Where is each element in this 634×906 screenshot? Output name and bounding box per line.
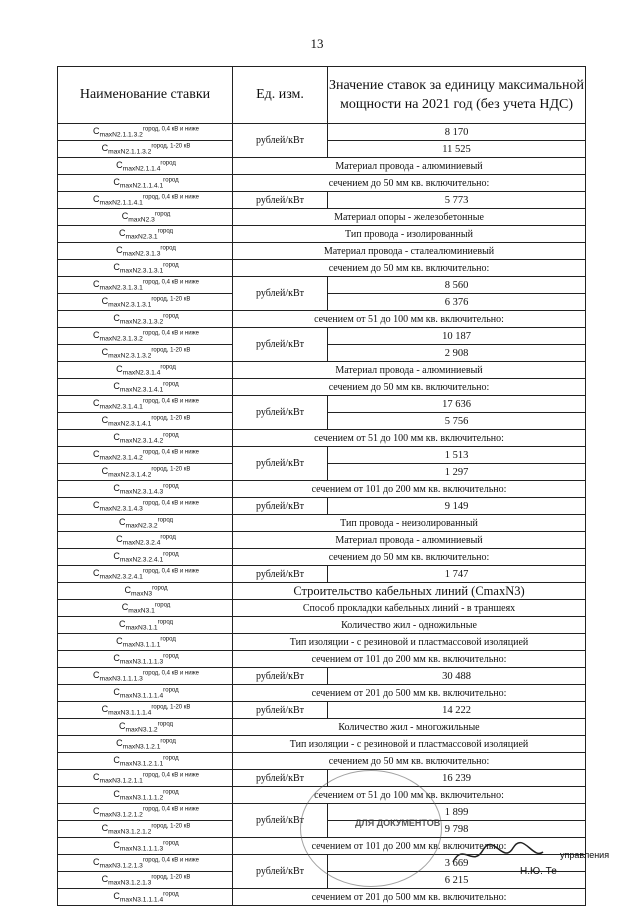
rate-code-cell: [58, 753, 233, 770]
rate-value: 30 488: [328, 668, 586, 685]
rate-code-cell: [58, 158, 233, 175]
rate-code-superscript: город: [160, 534, 176, 541]
section-row: [58, 600, 586, 617]
rate-code-letter: C: [113, 839, 120, 850]
rate-value: 3 669: [328, 855, 586, 872]
rate-code-cell: [58, 668, 233, 685]
stamp-text: ДЛЯ ДОКУМЕНТОВ: [355, 818, 441, 828]
rate-code-subscript: maxN2.1.1.4.1: [99, 199, 143, 207]
rate-code-letter: C: [101, 414, 109, 425]
rate-code-letter: C: [113, 482, 120, 493]
section-title: сечением до 50 мм кв. включительно:: [233, 379, 586, 396]
rate-code-subscript: maxN3.1.1.1.3: [99, 675, 143, 683]
rate-code-subscript: maxN3.1.2.1.3: [99, 862, 143, 870]
table-row: [58, 396, 586, 413]
rate-code-subscript: maxN2.3.1: [125, 233, 158, 241]
section-title: сечением от 51 до 100 мм кв. включительно:: [233, 430, 586, 447]
rate-code-subscript: maxN2.3.1.3.1: [119, 267, 164, 275]
section-row: [58, 311, 586, 328]
rate-code-superscript: город: [163, 551, 179, 558]
rate-code-letter: C: [93, 856, 100, 867]
rate-code-cell: [58, 838, 233, 855]
rate-code-superscript: город, 1-20 кВ: [151, 415, 191, 422]
rate-code-subscript: maxN2.3.1.4.3: [119, 488, 164, 496]
rate-code-subscript: maxN2.3.1.3.2: [119, 318, 164, 326]
section-row: [58, 889, 586, 906]
rates-table: [57, 66, 586, 906]
rate-code-superscript: город: [163, 789, 179, 796]
rate-code-cell: [58, 498, 233, 515]
rate-code-subscript: maxN2.3.1.3.2: [99, 335, 143, 343]
rate-code-subscript: maxN3.1.2.1.1: [99, 777, 143, 785]
rate-code-letter: C: [113, 686, 120, 697]
section-title: Материал провода - алюминиевый: [233, 532, 586, 549]
rate-code-superscript: город, 0,4 кВ и ниже: [142, 670, 199, 677]
rate-value: 8 170: [328, 124, 586, 141]
section-row: [58, 158, 586, 175]
rate-code-cell: [58, 447, 233, 464]
rate-code-letter: C: [113, 176, 120, 187]
rate-code-superscript: город, 0,4 кВ и ниже: [142, 126, 199, 133]
rate-code-superscript: город, 1-20 кВ: [151, 874, 191, 881]
rate-value: 16 239: [328, 770, 586, 787]
section-title: сечением от 201 до 500 мм кв. включительно:: [233, 685, 586, 702]
section-row: [58, 515, 586, 532]
section-row: [58, 736, 586, 753]
rate-code-cell: [58, 379, 233, 396]
rate-code-letter: C: [93, 193, 100, 204]
section-title: сечением от 101 до 200 мм кв. включительно:: [233, 481, 586, 498]
rate-value: 5 756: [328, 413, 586, 430]
table-row: [58, 498, 586, 515]
rate-code-subscript: maxN2.3.1.3: [122, 250, 161, 258]
rate-code-superscript: город: [163, 313, 179, 320]
section-title: Материал провода - алюминиевый: [233, 158, 586, 175]
rate-code-superscript: город: [163, 840, 179, 847]
rate-code-letter: C: [93, 771, 100, 782]
rate-code-cell: [58, 192, 233, 209]
rate-value: 9 149: [328, 498, 586, 515]
rate-value: 11 525: [328, 141, 586, 158]
rate-code-subscript: maxN3.1: [128, 607, 155, 615]
rate-code-letter: C: [116, 635, 123, 646]
rate-code-subscript: maxN2.3.1.4.1: [99, 403, 143, 411]
section-title: сечением до 50 мм кв. включительно:: [233, 753, 586, 770]
rate-code-cell: [58, 345, 233, 362]
rate-code-cell: [58, 651, 233, 668]
page-number: 13: [310, 36, 324, 51]
rate-code-letter: C: [116, 363, 123, 374]
section-title: Материал опоры - железобетонные: [233, 209, 586, 226]
rate-code-letter: C: [116, 159, 123, 170]
rate-code-superscript: город, 1-20 кВ: [151, 143, 191, 150]
rate-code-superscript: город: [152, 585, 168, 592]
rate-code-cell: [58, 294, 233, 311]
rate-code-subscript: maxN3.1.1.1.4: [108, 709, 152, 717]
section-title: сечением до 50 мм кв. включительно:: [233, 260, 586, 277]
section-row: [58, 549, 586, 566]
section-row: [58, 651, 586, 668]
rate-value: 2 908: [328, 345, 586, 362]
section-title: сечением от 51 до 100 мм кв. включительно:: [233, 311, 586, 328]
rate-code-letter: C: [93, 805, 100, 816]
rate-code-superscript: город: [163, 755, 179, 762]
rate-code-subscript: maxN3.1.2: [125, 726, 158, 734]
table-row: [58, 668, 586, 685]
section-title: Количество жил - одножильные: [233, 617, 586, 634]
rate-code-letter: C: [101, 873, 109, 884]
rate-code-cell: [58, 549, 233, 566]
unit-cell: рублей/кВт: [233, 447, 328, 481]
rate-code-cell: [58, 821, 233, 838]
table-row: [58, 702, 586, 719]
rate-code-superscript: город: [157, 721, 174, 728]
rate-code-superscript: город: [157, 517, 174, 524]
rate-code-superscript: город, 0,4 кВ и ниже: [142, 568, 199, 575]
rate-code-superscript: город, 0,4 кВ и ниже: [142, 449, 199, 456]
rate-code-letter: C: [101, 822, 109, 833]
rate-code-letter: C: [101, 465, 109, 476]
rate-value: 6 376: [328, 294, 586, 311]
table-row: [58, 277, 586, 294]
unit-cell: рублей/кВт: [233, 192, 328, 209]
rate-code-subscript: maxN3.1.1.1.4: [119, 692, 164, 700]
rate-code-subscript: maxN2.1.1.4.1: [119, 182, 164, 190]
table-header-row: [58, 67, 586, 124]
section-row: [58, 430, 586, 447]
rate-code-subscript: maxN2.3.1.4: [122, 369, 161, 377]
rate-value: 5 773: [328, 192, 586, 209]
rate-value: 10 187: [328, 328, 586, 345]
section-row: [58, 243, 586, 260]
rate-value: 14 222: [328, 702, 586, 719]
rate-code-cell: [58, 634, 233, 651]
section-row: [58, 175, 586, 192]
rate-code-cell: [58, 481, 233, 498]
rate-code-subscript: maxN3.1.2.1.2: [108, 828, 152, 836]
section-row: [58, 260, 586, 277]
rate-code-superscript: город, 0,4 кВ и ниже: [142, 398, 199, 405]
rate-code-superscript: город, 0,4 кВ и ниже: [142, 279, 199, 286]
rate-code-subscript: maxN3.1.2.1: [122, 743, 161, 751]
rate-code-superscript: город: [157, 619, 174, 626]
rate-code-letter: C: [118, 720, 126, 731]
unit-cell: рублей/кВт: [233, 277, 328, 311]
rate-code-cell: [58, 243, 233, 260]
rate-code-cell: [58, 685, 233, 702]
section-row: [58, 583, 586, 600]
section-row: [58, 209, 586, 226]
rate-code-superscript: город: [163, 891, 179, 898]
table-row: [58, 192, 586, 209]
rate-code-subscript: maxN2.3: [128, 216, 155, 224]
rate-code-cell: [58, 770, 233, 787]
rate-code-letter: C: [113, 788, 120, 799]
rate-code-cell: [58, 311, 233, 328]
table-row: [58, 566, 586, 583]
section-title: сечением от 201 до 500 мм кв. включительно:: [233, 889, 586, 906]
rate-code-superscript: город: [154, 602, 171, 609]
rate-code-superscript: город, 0,4 кВ и ниже: [142, 857, 199, 864]
unit-cell: рублей/кВт: [233, 770, 328, 787]
rate-code-letter: C: [113, 652, 120, 663]
rate-code-cell: [58, 889, 233, 906]
rate-code-subscript: maxN2.3.1.3.2: [108, 352, 152, 360]
rate-code-subscript: maxN3.1.1: [125, 624, 158, 632]
rate-code-letter: C: [113, 380, 120, 391]
rate-code-subscript: maxN3.1.1.1.3: [119, 845, 164, 853]
rate-code-subscript: maxN2.3.2.4: [122, 539, 161, 547]
rate-code-cell: [58, 430, 233, 447]
rate-code-cell: [58, 124, 233, 141]
unit-cell: рублей/кВт: [233, 702, 328, 719]
rate-code-letter: C: [113, 312, 120, 323]
rate-code-cell: [58, 277, 233, 294]
section-title: Тип провода - изолированный: [233, 226, 586, 243]
rate-code-subscript: maxN3.1.1.1.2: [119, 794, 164, 802]
rate-code-subscript: maxN2.1.1.3.2: [99, 131, 143, 139]
rate-code-letter: C: [93, 278, 100, 289]
rate-code-cell: [58, 566, 233, 583]
rate-code-superscript: город: [160, 160, 176, 167]
rate-code-subscript: maxN2.3.1.4.1: [108, 420, 152, 428]
rate-code-subscript: maxN2.1.1.4: [122, 165, 161, 173]
section-title: сечением от 51 до 100 мм кв. включительно:: [233, 787, 586, 804]
rate-code-letter: C: [118, 618, 126, 629]
rate-code-cell: [58, 175, 233, 192]
rate-code-cell: [58, 532, 233, 549]
rate-code-cell: [58, 583, 233, 600]
rate-code-cell: [58, 362, 233, 379]
rate-code-superscript: город, 1-20 кВ: [151, 466, 191, 473]
rate-code-superscript: город: [163, 262, 179, 269]
rate-code-letter: C: [113, 890, 120, 901]
rate-code-letter: C: [101, 703, 109, 714]
rate-value: 6 215: [328, 872, 586, 889]
rate-code-cell: [58, 787, 233, 804]
header-value: Значение ставок за единицу максимальной мощности на 2021 год (без учета НДС): [328, 67, 586, 124]
rate-code-subscript: maxN2.3.1.4.1: [119, 386, 164, 394]
section-row: [58, 617, 586, 634]
rate-code-superscript: город: [157, 228, 174, 235]
rate-code-letter: C: [101, 295, 109, 306]
section-row: [58, 753, 586, 770]
rate-code-letter: C: [93, 125, 100, 136]
rate-code-superscript: город: [163, 483, 179, 490]
rate-code-letter: C: [93, 448, 100, 459]
table-row: [58, 328, 586, 345]
rate-code-subscript: maxN3.1.2.1.3: [108, 879, 152, 887]
rate-code-letter: C: [93, 397, 100, 408]
table-row: [58, 124, 586, 141]
rate-code-superscript: город, 1-20 кВ: [151, 347, 191, 354]
rate-code-letter: C: [121, 601, 129, 612]
rate-code-subscript: maxN3.1.2.1.1: [119, 760, 164, 768]
rate-value: 9 798: [328, 821, 586, 838]
rate-code-letter: C: [118, 516, 126, 527]
rate-value: 1 899: [328, 804, 586, 821]
rate-code-cell: [58, 719, 233, 736]
header-unit: Ед. изм.: [233, 67, 328, 124]
rate-code-superscript: город: [163, 381, 179, 388]
section-title: сечением от 101 до 200 мм кв. включительно:: [233, 838, 586, 855]
rate-code-cell: [58, 515, 233, 532]
rate-code-subscript: maxN3.1.1.1: [122, 641, 161, 649]
signature-name: Н.Ю. Те: [520, 866, 557, 877]
rate-code-cell: [58, 804, 233, 821]
rate-code-letter: C: [121, 210, 129, 221]
section-title: Способ прокладки кабельных линий - в траншеях: [233, 600, 586, 617]
section-row: [58, 362, 586, 379]
section-title: Количество жил - многожильные: [233, 719, 586, 736]
section-row: [58, 226, 586, 243]
section-row: [58, 481, 586, 498]
rate-code-superscript: город, 1-20 кВ: [151, 704, 191, 711]
rate-code-subscript: maxN2.3.1.4.2: [99, 454, 143, 462]
rate-code-cell: [58, 600, 233, 617]
rate-value: 17 636: [328, 396, 586, 413]
rate-code-superscript: город: [160, 364, 176, 371]
rate-code-letter: C: [93, 669, 100, 680]
rate-code-cell: [58, 328, 233, 345]
unit-cell: рублей/кВт: [233, 855, 328, 889]
unit-cell: рублей/кВт: [233, 566, 328, 583]
signature-caption: управления: [560, 850, 610, 860]
rate-code-letter: C: [93, 329, 100, 340]
rate-code-cell: [58, 736, 233, 753]
rate-code-superscript: город: [160, 245, 176, 252]
unit-cell: рублей/кВт: [233, 396, 328, 430]
rate-value: 1 297: [328, 464, 586, 481]
unit-cell: рублей/кВт: [233, 668, 328, 685]
rate-code-letter: C: [116, 737, 123, 748]
section-title: сечением от 101 до 200 мм кв. включительно:: [233, 651, 586, 668]
rate-code-cell: [58, 617, 233, 634]
rate-code-subscript: maxN2.3.1.4.3: [99, 505, 143, 513]
unit-cell: рублей/кВт: [233, 124, 328, 158]
section-row: [58, 685, 586, 702]
rate-code-letter: C: [116, 244, 123, 255]
rate-code-superscript: город: [163, 432, 179, 439]
rate-code-cell: [58, 226, 233, 243]
rate-code-letter: C: [113, 754, 120, 765]
rate-code-cell: [58, 396, 233, 413]
rate-code-letter: C: [101, 346, 109, 357]
section-title: Тип изоляции - с резиновой и пластмассовой изоляцией: [233, 736, 586, 753]
rate-code-cell: [58, 702, 233, 719]
rate-code-superscript: город, 1-20 кВ: [151, 296, 191, 303]
rate-code-subscript: maxN2.3.2.4.1: [119, 556, 164, 564]
rate-code-cell: [58, 260, 233, 277]
rate-code-superscript: город, 0,4 кВ и ниже: [142, 500, 199, 507]
rate-code-letter: C: [93, 567, 100, 578]
rate-code-letter: C: [101, 142, 109, 153]
rate-code-letter: C: [116, 533, 123, 544]
rate-code-letter: C: [113, 431, 120, 442]
section-title: Материал провода - алюминиевый: [233, 362, 586, 379]
rate-code-superscript: город: [163, 177, 179, 184]
official-stamp: [300, 770, 442, 887]
rate-code-cell: [58, 855, 233, 872]
rate-code-superscript: город, 0,4 кВ и ниже: [142, 330, 199, 337]
rate-code-letter: C: [124, 584, 131, 595]
section-title: Материал провода - сталеалюминиевый: [233, 243, 586, 260]
unit-cell: рублей/кВт: [233, 804, 328, 838]
rate-code-subscript: maxN2.3.1.3.1: [99, 284, 143, 292]
rate-code-letter: C: [93, 499, 100, 510]
unit-cell: рублей/кВт: [233, 328, 328, 362]
rate-code-subscript: maxN3.1.1.1.4: [119, 896, 164, 904]
rate-code-superscript: город: [163, 653, 179, 660]
section-title: Строительство кабельных линий (CmaxN3): [233, 583, 586, 600]
rate-code-cell: [58, 209, 233, 226]
section-row: [58, 719, 586, 736]
section-row: [58, 634, 586, 651]
rate-code-subscript: maxN3.1.1.1.3: [119, 658, 164, 666]
rate-code-superscript: город, 1-20 кВ: [151, 823, 191, 830]
table-row: [58, 770, 586, 787]
section-row: [58, 379, 586, 396]
rate-code-superscript: город, 0,4 кВ и ниже: [142, 194, 199, 201]
section-title: Тип провода - неизолированный: [233, 515, 586, 532]
rate-code-superscript: город: [160, 636, 176, 643]
section-title: сечением до 50 мм кв. включительно:: [233, 175, 586, 192]
unit-cell: рублей/кВт: [233, 498, 328, 515]
section-title: сечением до 50 мм кв. включительно:: [233, 549, 586, 566]
rate-code-subscript: maxN2.3.1.3.1: [108, 301, 152, 309]
rate-code-cell: [58, 464, 233, 481]
section-title: Тип изоляции - с резиновой и пластмассовой изоляцией: [233, 634, 586, 651]
rate-code-superscript: город: [154, 211, 171, 218]
rate-code-cell: [58, 141, 233, 158]
rate-code-letter: C: [113, 550, 120, 561]
rate-code-subscript: maxN2.3.1.4.2: [119, 437, 164, 445]
rate-code-subscript: maxN2.3.1.4.2: [108, 471, 152, 479]
table-row: [58, 447, 586, 464]
rate-code-superscript: город: [163, 687, 179, 694]
rate-code-superscript: город, 0,4 кВ и ниже: [142, 772, 199, 779]
rate-code-subscript: maxN2.3.2: [125, 522, 158, 530]
rate-code-letter: C: [113, 261, 120, 272]
rate-code-cell: [58, 413, 233, 430]
rate-code-subscript: maxN3: [130, 590, 153, 598]
rate-value: 1 513: [328, 447, 586, 464]
rate-code-letter: C: [118, 227, 126, 238]
rate-value: 1 747: [328, 566, 586, 583]
header-name: Наименование ставки: [58, 67, 233, 124]
section-row: [58, 532, 586, 549]
rate-code-subscript: maxN2.3.2.4.1: [99, 573, 143, 581]
rate-value: 8 560: [328, 277, 586, 294]
rate-code-superscript: город: [160, 738, 176, 745]
rate-code-subscript: maxN2.1.1.3.2: [108, 148, 152, 156]
rate-code-superscript: город, 0,4 кВ и ниже: [142, 806, 199, 813]
rate-code-subscript: maxN3.1.2.1.2: [99, 811, 143, 819]
rate-code-cell: [58, 872, 233, 889]
